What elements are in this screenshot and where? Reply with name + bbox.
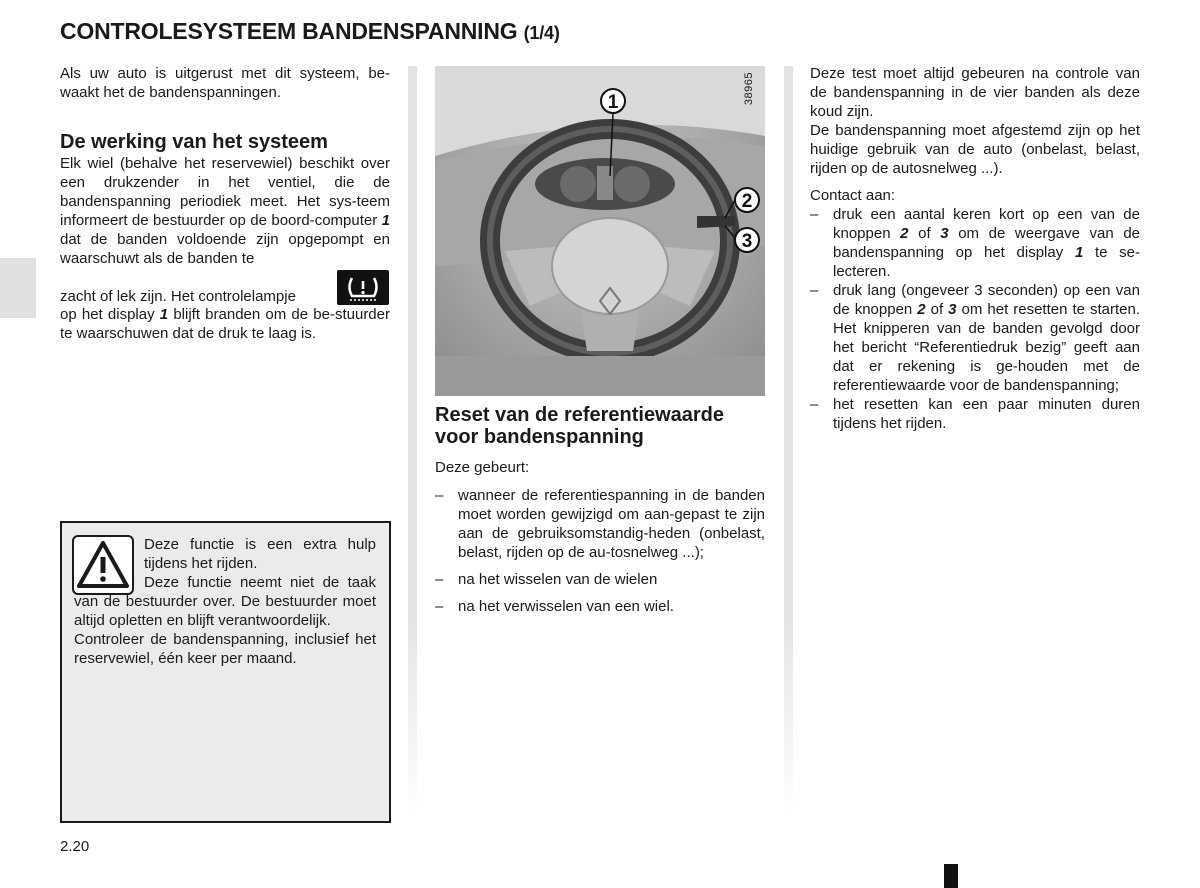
column-divider-right <box>784 66 793 818</box>
lamp-paragraph <box>60 305 390 343</box>
reset-intro: Deze gebeurt: <box>435 459 530 476</box>
warning-line-2: Deze functie neemt niet de taak van de bestuurder over. De bestuurder moet altijd opletten en blijft verantwoordelijk. <box>74 574 376 629</box>
contact-list <box>810 205 1140 433</box>
list-item <box>810 205 1140 281</box>
item-text: om de weergave van de bandenspanning op het display <box>833 225 1141 261</box>
tire-pressure-warning-lamp-icon <box>337 270 389 305</box>
title-part: (1/4) <box>523 23 560 43</box>
callout-1: 1 <box>607 92 619 113</box>
lamp-text-cont: blijft branden om de be-stuurder te waarschuwen dat de druk te laag is. <box>60 306 390 342</box>
button-3-reference: 3 <box>948 301 957 318</box>
test-section <box>810 64 1140 433</box>
reset-heading: Reset van de referentiewaarde voor bandenspanning <box>435 404 725 448</box>
test-paragraph-1: Deze test moet altijd gebeuren na controle van de bandenspanning in de vier banden als deze koud zijn. <box>810 65 1140 120</box>
button-2-reference: 2 <box>917 301 926 318</box>
page-title <box>60 18 560 45</box>
list-item: – wanneer de referentiespanning in de banden moet worden gewijzigd om aan-gepast te zijn aan de gebruiksomstandig-heden (onbelast, belast, rijden op de au-tosnelweg ...); <box>435 486 765 562</box>
callout-2: 2 <box>741 191 753 212</box>
list-item: – na het verwisselen van een wiel. <box>435 597 765 616</box>
reset-list <box>435 486 765 616</box>
display-reference-2: 1 <box>159 306 169 323</box>
warning-line-3: Controleer de bandenspanning, inclusief het reservewiel, één keer per maand. <box>74 631 376 667</box>
column-divider-left <box>408 66 417 818</box>
button-3-reference: 3 <box>940 225 949 242</box>
item-text: of <box>930 301 944 318</box>
item-text: druk lang (ongeveer 3 seconden) op een van de knoppen <box>833 282 1140 318</box>
warning-text <box>74 535 376 668</box>
callout-3: 3 <box>741 231 753 252</box>
chapter-tab <box>0 258 36 318</box>
warning-box <box>60 521 391 823</box>
reset-section <box>435 404 765 624</box>
steering-wheel-photo <box>435 66 765 396</box>
list-item: – het resetten kan een paar minuten duren tijdens het rijden. <box>810 395 1140 433</box>
item-text: te se-lecteren. <box>833 244 1141 280</box>
section-heading-operation: De werking van het systeem <box>60 131 328 153</box>
display-reference: 1 <box>1074 244 1084 261</box>
page-corner-marker <box>944 864 958 888</box>
lamp-text: op het display <box>60 306 155 323</box>
page-number: 2.20 <box>60 838 90 855</box>
list-item: – na het wisselen van de wielen <box>435 570 765 589</box>
title-text: CONTROLESYSTEEM BANDENSPANNING <box>60 18 518 44</box>
intro-paragraph: Als uw auto is uitgerust met dit systeem, be-waakt het de bandenspanningen. <box>60 65 390 101</box>
test-paragraph-2: De bandenspanning moet afgestemd zijn op het huidige gebruik van de auto (onbelast, belast, rijden op de autosnelweg ...). <box>810 122 1140 177</box>
operation-paragraph <box>60 154 390 268</box>
lamp-paragraph-start: zacht of lek zijn. Het controlelampje <box>60 288 296 305</box>
list-item <box>810 281 1140 395</box>
operation-text-cont: dat de banden voldoende zijn opgepompt en waarschuwt als de banden te <box>60 231 390 267</box>
warning-line-1: Deze functie is een extra hulp tijdens het rijden. <box>144 536 376 572</box>
operation-text: Elk wiel (behalve het reservewiel) beschikt over een drukzender in het ventiel, die de bandenspanning periodiek meet. Het sys-teem informeert de bestuurder op de boord-computer <box>60 155 390 229</box>
figure-code: 38965 <box>743 72 755 106</box>
item-text: of <box>918 225 931 242</box>
contact-label: Contact aan: <box>810 187 896 204</box>
button-2-reference: 2 <box>900 225 909 242</box>
display-reference: 1 <box>381 212 391 229</box>
item-text: om het resetten te starten. Het knipperen van de banden gevolgd door het bericht “Referentiedruk bezig” geeft aan dat er rekening is ge-houden met de referentiewaarde voor de bandenspanning; <box>833 301 1141 394</box>
item-text: druk een aantal keren kort op een van de knoppen <box>833 206 1140 242</box>
